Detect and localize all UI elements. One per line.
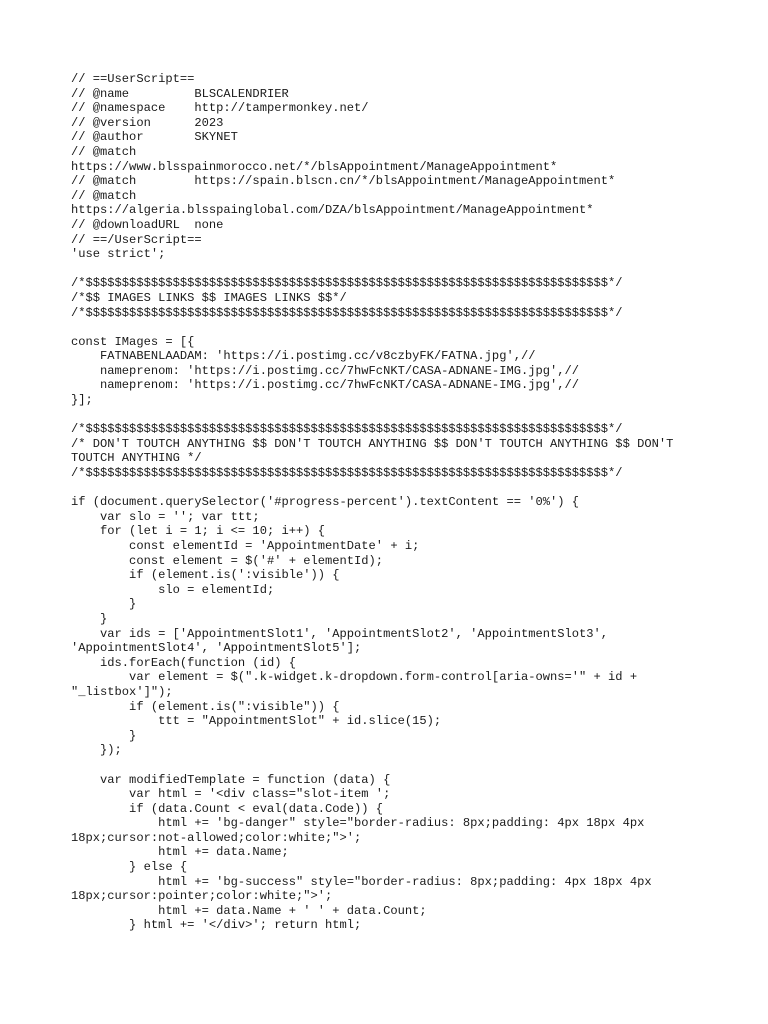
code-line: // @match (71, 144, 137, 159)
code-line: } (71, 597, 137, 612)
code-line: // ==UserScript== (71, 72, 195, 86)
code-line: html += data.Name + ' ' + data.Count; (71, 903, 427, 918)
code-line: ttt = "AppointmentSlot" + id.slice(15); (71, 714, 442, 729)
code-line: /*$$$$$$$$$$$$$$$$$$$$$$$$$$$$$$$$$$$$$$$$$$$$$$$$$$$$$$$$$$$$$$$$$$$$$$$$*/ (71, 276, 623, 291)
code-line: } html += '</div>'; return html; (71, 918, 362, 933)
code-line: 'AppointmentSlot4', 'AppointmentSlot5']; (71, 641, 362, 656)
code-line: var ids = ['AppointmentSlot1', 'AppointmentSlot2', 'AppointmentSlot3', (71, 626, 609, 641)
code-line: // @version 2023 (71, 115, 224, 130)
code-line: if (data.Count < eval(data.Code)) { (71, 801, 384, 816)
code-line: var slo = ''; var ttt; (71, 509, 260, 524)
code-line: // @author SKYNET (71, 130, 238, 145)
code-line: } (71, 611, 108, 626)
code-line: ids.forEach(function (id) { (71, 655, 296, 670)
code-line: const IMages = [{ (71, 334, 195, 349)
code-line: 18px;cursor:not-allowed;color:white;">'; (71, 830, 362, 845)
code-block (71, 72, 761, 933)
code-line: html += 'bg-success" style="border-radius: 8px;padding: 4px 18px 4px (71, 874, 652, 889)
document-page (71, 72, 761, 933)
code-line: 18px;cursor:pointer;color:white;">'; (71, 889, 333, 904)
code-line: html += 'bg-danger" style="border-radius: 8px;padding: 4px 18px 4px (71, 816, 645, 831)
code-line: nameprenom: 'https://i.postimg.cc/7hwFcNKT/CASA-ADNANE-IMG.jpg',// (71, 363, 580, 378)
code-line: }]; (71, 393, 93, 408)
code-line: const element = $('#' + elementId); (71, 553, 384, 568)
code-line: /*$$$$$$$$$$$$$$$$$$$$$$$$$$$$$$$$$$$$$$$$$$$$$$$$$$$$$$$$$$$$$$$$$$$$$$$$*/ (71, 305, 623, 320)
code-line: TOUTCH ANYTHING */ (71, 451, 202, 466)
code-line: // ==/UserScript== (71, 232, 202, 247)
code-line: for (let i = 1; i <= 10; i++) { (71, 524, 326, 539)
code-line: // @downloadURL none (71, 217, 224, 232)
code-line: /* DON'T TOUTCH ANYTHING $$ DON'T TOUTCH ANYTHING $$ DON'T TOUTCH ANYTHING $$ DON'T (71, 436, 674, 451)
code-line: }); (71, 743, 122, 758)
code-line: https://www.blsspainmorocco.net/*/blsAppointment/ManageAppointment* (71, 159, 558, 174)
code-line: FATNABENLAADAM: 'https://i.postimg.cc/v8czbyFK/FATNA.jpg',// (71, 349, 536, 364)
code-line: // @match (71, 188, 137, 203)
code-line: /*$$$$$$$$$$$$$$$$$$$$$$$$$$$$$$$$$$$$$$$$$$$$$$$$$$$$$$$$$$$$$$$$$$$$$$$$*/ (71, 422, 623, 437)
code-line: "_listbox']"); (71, 684, 173, 699)
code-line: /*$$ IMAGES LINKS $$ IMAGES LINKS $$*/ (71, 290, 347, 305)
code-line: nameprenom: 'https://i.postimg.cc/7hwFcNKT/CASA-ADNANE-IMG.jpg',// (71, 378, 580, 393)
code-line: if (element.is(':visible')) { (71, 568, 340, 583)
code-line: if (document.querySelector('#progress-percent').textContent == '0%') { (71, 495, 580, 510)
code-line: var modifiedTemplate = function (data) { (71, 772, 391, 787)
code-line: var html = '<div class="slot-item '; (71, 787, 391, 802)
code-line: html += data.Name; (71, 845, 289, 860)
code-line: /*$$$$$$$$$$$$$$$$$$$$$$$$$$$$$$$$$$$$$$$$$$$$$$$$$$$$$$$$$$$$$$$$$$$$$$$$*/ (71, 466, 623, 481)
code-line: https://algeria.blsspainglobal.com/DZA/blsAppointment/ManageAppointment* (71, 203, 594, 218)
code-line: // @match https://spain.blscn.cn/*/blsAppointment/ManageAppointment* (71, 174, 616, 189)
code-line: } else { (71, 860, 188, 875)
code-line: const elementId = 'AppointmentDate' + i; (71, 539, 420, 553)
code-line: if (element.is(":visible")) { (71, 699, 340, 714)
code-line: // @namespace http://tampermonkey.net/ (71, 101, 369, 116)
code-line: var element = $(".k-widget.k-dropdown.form-control[aria-owns='" + id + (71, 670, 638, 685)
code-line: } (71, 728, 137, 743)
code-line: 'use strict'; (71, 247, 166, 262)
code-line: // @name BLSCALENDRIER (71, 86, 289, 101)
code-line: slo = elementId; (71, 582, 275, 597)
